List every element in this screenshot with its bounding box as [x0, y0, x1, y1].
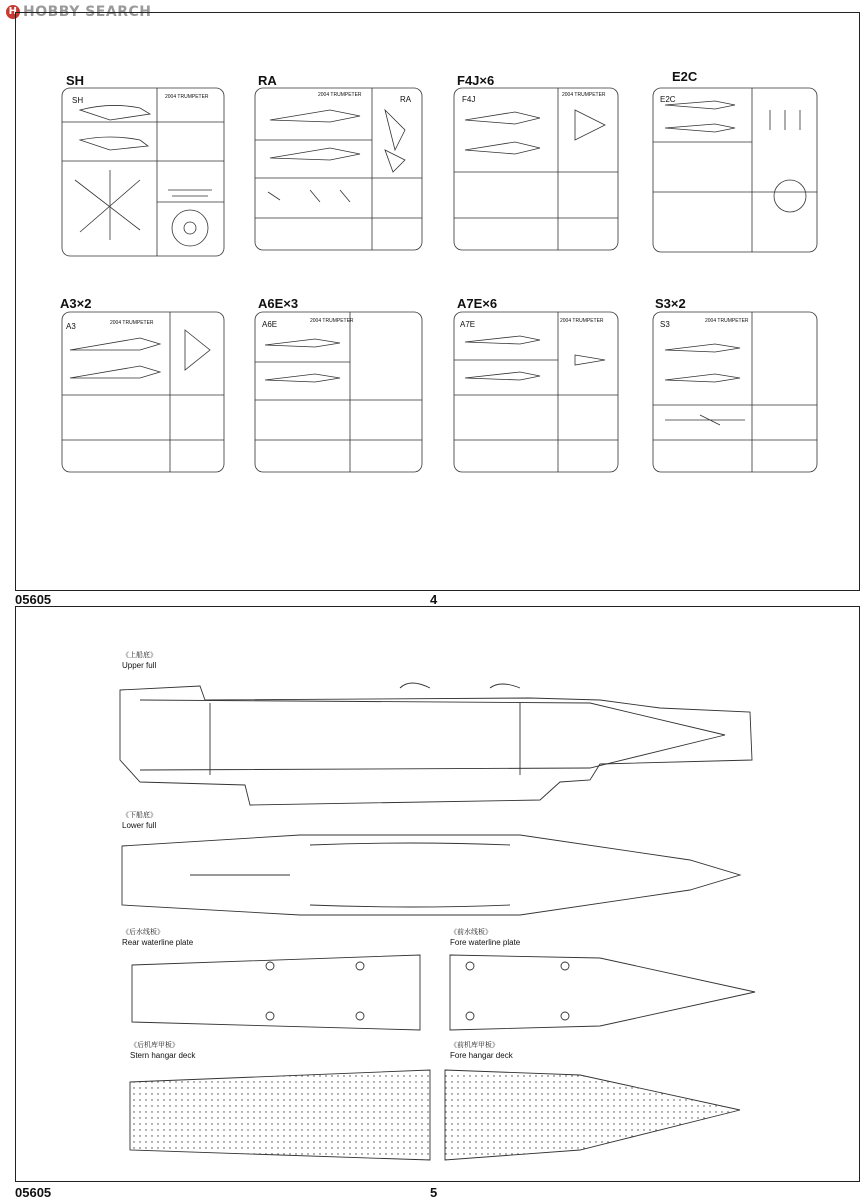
fore-waterline-drawing	[450, 955, 755, 1030]
page-4-code: 05605	[15, 592, 52, 607]
sprue-title-f4j: F4J×6	[457, 73, 495, 88]
fore-hangar-cn: 《前机库甲板》	[450, 1042, 499, 1049]
sprue-title-a6e: A6E×3	[258, 296, 299, 311]
fore-waterline-cn: 《前水线板》	[450, 929, 492, 936]
brand-tag-s3: 2004 TRUMPETER	[705, 318, 749, 324]
fore-hangar-deck-drawing	[445, 1070, 740, 1160]
watermark-text: HOBBY SEARCH	[23, 4, 152, 20]
lower-full-en: Lower full	[122, 821, 157, 830]
brand-tag-ra: 2004 TRUMPETER	[318, 92, 362, 98]
sprue-title-a7e: A7E×6	[457, 296, 498, 311]
sprue-code-f4j: F4J	[462, 95, 476, 104]
stern-hangar-deck-drawing	[130, 1070, 430, 1160]
hobby-search-logo-icon: H	[6, 5, 20, 19]
brand-tag-a6e: 2004 TRUMPETER	[310, 318, 354, 324]
sprue-code-e2c: E2C	[660, 95, 676, 104]
lower-full-hull-drawing	[122, 835, 740, 915]
brand-tag-sh: 2004 TRUMPETER	[165, 94, 209, 100]
sprue-code-ra: RA	[400, 95, 412, 104]
sprue-code-s3: S3	[660, 320, 670, 329]
stern-hangar-en: Stern hangar deck	[130, 1051, 196, 1060]
page-4-number: 4	[430, 592, 438, 607]
sprue-title-ra: RA	[258, 73, 277, 88]
sprue-code-a7e: A7E	[460, 320, 476, 329]
brand-tag-a3: 2004 TRUMPETER	[110, 320, 154, 326]
brand-tag-f4j: 2004 TRUMPETER	[562, 92, 606, 98]
sprue-title-e2c: E2C	[672, 69, 698, 84]
rear-waterline-cn: 《后水线板》	[122, 929, 164, 936]
page-5-number: 5	[430, 1185, 438, 1200]
sprue-code-a6e: A6E	[262, 320, 278, 329]
sprue-title-sh: SH	[66, 73, 85, 88]
sprue-code-a3: A3	[66, 322, 76, 331]
fore-hangar-en: Fore hangar deck	[450, 1051, 513, 1060]
fore-waterline-en: Fore waterline plate	[450, 938, 521, 947]
upper-full-hull-drawing	[120, 683, 752, 805]
sprue-code-sh: SH	[72, 96, 84, 105]
brand-tag-a7e: 2004 TRUMPETER	[560, 318, 604, 324]
upper-full-cn: 《上船底》	[122, 652, 157, 659]
page-5-code: 05605	[15, 1185, 52, 1200]
rear-waterline-en: Rear waterline plate	[122, 938, 194, 947]
upper-full-en: Upper full	[122, 661, 157, 670]
sprue-title-s3: S3×2	[655, 296, 686, 311]
rear-waterline-drawing	[132, 955, 420, 1030]
lower-full-cn: 《下船底》	[122, 812, 157, 819]
stern-hangar-cn: 《后机库甲板》	[130, 1042, 179, 1049]
sprue-title-a3: A3×2	[60, 296, 92, 311]
